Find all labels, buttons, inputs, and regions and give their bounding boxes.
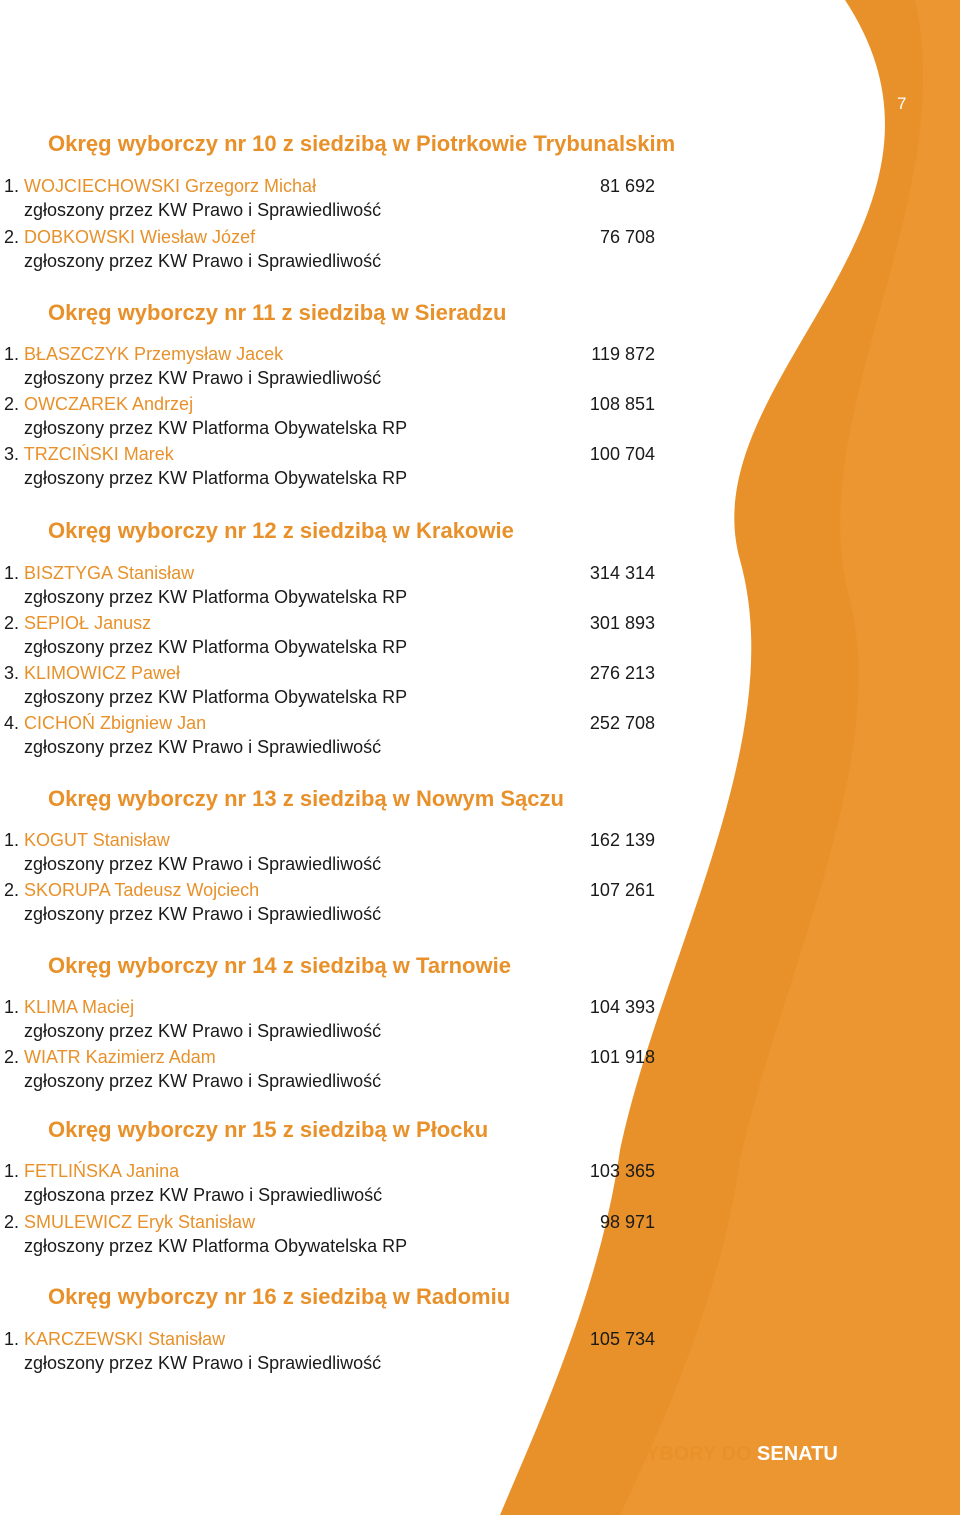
candidate-number: 3. [4,444,20,464]
candidate-votes: 104 393 [589,997,655,1017]
candidate-name: FETLIŃSKA Janina [24,1161,180,1181]
candidate-party: zgłoszony przez KW Prawo i Sprawiedliwość [24,1071,382,1091]
candidate-number: 1. [4,1329,20,1349]
candidate-number: 2. [4,880,20,900]
candidate-number: 2. [4,613,20,633]
candidate-item [0,1212,760,1262]
candidate-party: zgłoszony przez KW Platforma Obywatelska RP [24,1236,408,1256]
candidate-number: 1. [4,997,20,1017]
candidate-party: zgłoszony przez KW Prawo i Sprawiedliwość [24,737,382,757]
candidate-party: zgłoszony przez KW Platforma Obywatelska RP [24,418,408,438]
candidate-votes: 108 851 [589,394,655,414]
candidate-party: zgłoszony przez KW Platforma Obywatelska RP [24,468,408,488]
candidate-name: KLIMOWICZ Paweł [24,663,181,683]
candidate-number: 4. [4,713,20,733]
candidate-name: BŁASZCZYK Przemysław Jacek [24,344,284,364]
candidate-number: 2. [4,1212,20,1232]
candidate-number: 3. [4,663,20,683]
candidate-name: BISZTYGA Stanisław [24,563,195,583]
candidate-party: zgłoszony przez KW Prawo i Sprawiedliwość [24,200,382,220]
candidate-item [0,227,760,277]
candidate-name: DOBKOWSKI Wiesław Józef [24,227,256,247]
candidate-item [0,613,760,663]
candidate-item [0,997,760,1047]
candidate-votes: 107 261 [589,880,655,900]
district-title: Okręg wyborczy nr 12 z siedzibą w Krakowie [48,518,514,543]
candidate-votes: 76 708 [599,227,655,247]
candidate-party: zgłoszony przez KW Platforma Obywatelska RP [24,637,408,657]
candidate-name: KARCZEWSKI Stanisław [24,1329,226,1349]
district-title: Okręg wyborczy nr 15 z siedzibą w Płocku [48,1117,489,1142]
district-title: Okręg wyborczy nr 10 z siedzibą w Piotrkowie Trybunalskim [48,131,676,156]
candidate-votes: 276 213 [589,663,655,683]
candidate-name: OWCZAREK Andrzej [24,394,194,414]
candidate-name: WOJCIECHOWSKI Grzegorz Michał [24,176,317,196]
candidate-votes: 81 692 [599,176,655,196]
district-title: Okręg wyborczy nr 11 z siedzibą w Sieradzu [48,300,507,325]
district-title: Okręg wyborczy nr 13 z siedzibą w Nowym Sączu [48,786,564,811]
candidate-votes: 119 872 [591,344,655,364]
district-title: Okręg wyborczy nr 16 z siedzibą w Radomiu [48,1284,511,1309]
footer-title-part2: SENATU [757,1443,838,1465]
candidate-number: 1. [4,830,20,850]
candidate-votes: 105 734 [589,1329,655,1349]
candidate-item [0,713,760,763]
candidate-item [0,563,760,613]
candidate-item [0,830,760,880]
candidate-number: 2. [4,227,20,247]
candidate-name: SKORUPA Tadeusz Wojciech [24,880,260,900]
page-number: 7 [897,94,907,113]
candidate-party: zgłoszony przez KW Prawo i Sprawiedliwość [24,368,382,388]
candidate-name: TRZCIŃSKI Marek [23,444,174,464]
candidate-party: zgłoszony przez KW Prawo i Sprawiedliwość [24,1353,382,1373]
candidate-item [0,663,760,713]
candidate-party: zgłoszony przez KW Platforma Obywatelska RP [24,587,408,607]
candidate-item [0,344,760,394]
candidate-name: SEPIOŁ Janusz [24,613,152,633]
candidate-votes: 252 708 [589,713,655,733]
footer-title-part1: WYBORY DO [627,1443,758,1465]
candidate-party: zgłoszony przez KW Platforma Obywatelska RP [24,687,408,707]
candidate-party: zgłoszony przez KW Prawo i Sprawiedliwość [24,854,382,874]
candidate-votes: 314 314 [589,563,655,583]
candidate-item [0,394,760,444]
candidate-party: zgłoszony przez KW Prawo i Sprawiedliwość [24,1021,382,1041]
candidate-number: 2. [4,1047,20,1067]
candidate-party: zgłoszony przez KW Prawo i Sprawiedliwość [24,251,382,271]
candidate-votes: 301 893 [589,613,655,633]
candidate-number: 2. [4,394,20,414]
candidate-votes: 162 139 [589,830,655,850]
candidate-votes: 98 971 [599,1212,655,1232]
candidate-item [0,880,760,930]
footer-title [627,1443,838,1466]
candidate-number: 1. [4,563,20,583]
candidate-item [0,176,760,226]
candidate-votes: 100 704 [589,444,655,464]
candidate-name: KLIMA Maciej [24,997,135,1017]
candidate-item [0,1047,760,1097]
candidate-number: 1. [4,176,20,196]
candidate-votes: 103 365 [589,1161,655,1181]
candidate-name: CICHOŃ Zbigniew Jan [24,713,207,733]
candidate-party: zgłoszony przez KW Prawo i Sprawiedliwość [24,904,382,924]
candidate-number: 1. [4,344,20,364]
candidate-name: WIATR Kazimierz Adam [24,1047,216,1067]
candidate-name: SMULEWICZ Eryk Stanisław [24,1212,256,1232]
candidate-number: 1. [4,1161,20,1181]
candidate-item [0,444,760,494]
candidate-name: KOGUT Stanisław [24,830,170,850]
district-title: Okręg wyborczy nr 14 z siedzibą w Tarnowie [48,953,511,978]
candidate-party: zgłoszona przez KW Prawo i Sprawiedliwość [24,1185,383,1205]
candidate-item [0,1329,760,1379]
candidate-item [0,1161,760,1211]
candidate-votes: 101 918 [589,1047,655,1067]
